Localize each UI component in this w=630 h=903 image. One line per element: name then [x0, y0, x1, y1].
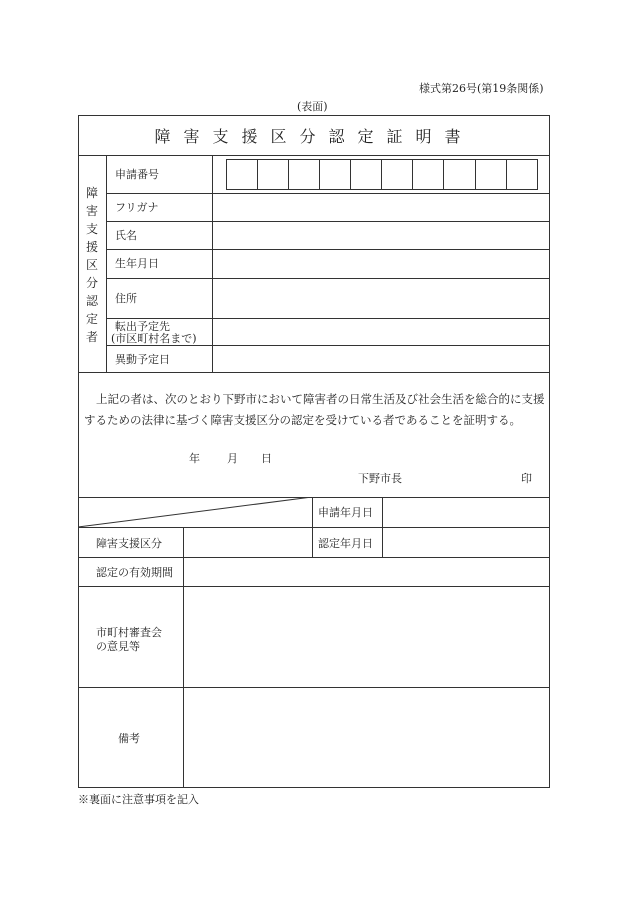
transfer-destination-note: (市区町村名まで) — [111, 332, 197, 345]
date-year: 年 — [189, 452, 200, 465]
footnote: ※裏面に注意事項を記入 — [78, 793, 199, 806]
review-opinion-label-line2: の意見等 — [96, 640, 140, 653]
validity-period-label: 認定の有効期間 — [96, 566, 173, 579]
support-category-label: 障害支援区分 — [96, 537, 162, 550]
review-opinion-label: 市町村審査会 — [96, 626, 162, 639]
seal-mark: 印 — [521, 472, 532, 485]
application-number-boxes — [226, 159, 538, 190]
blank-cell-diagonal — [78, 497, 312, 527]
side-label: (表面) — [297, 100, 328, 113]
document-title: 障害支援区分認定証明書 — [154, 127, 474, 146]
date-month: 月 — [227, 452, 238, 465]
mayor-label: 下野市長 — [358, 472, 402, 485]
transfer-destination-label: 転出予定先 — [115, 320, 170, 333]
application-number-label: 申請番号 — [115, 168, 159, 181]
date-day: 日 — [261, 452, 272, 465]
transfer-date-label: 異動予定日 — [115, 353, 170, 366]
application-date-label: 申請年月日 — [318, 506, 373, 519]
applicant-section-label: 障害支援区分認定者 — [85, 186, 98, 344]
name-label: 氏名 — [115, 229, 137, 242]
address-label: 住所 — [115, 292, 137, 305]
furigana-label: フリガナ — [115, 201, 159, 214]
remarks-label: 備考 — [118, 732, 140, 745]
birth-date-label: 生年月日 — [115, 257, 159, 270]
certification-statement: 上記の者は、次のとおり下野市において障害者の日常生活及び社会生活を総合的に支援するための法律に基づく障害支援区分の認定を受けている者であることを証明する。 — [84, 392, 545, 427]
form-number: 様式第26号(第19条関係) — [419, 82, 544, 95]
certification-date-label: 認定年月日 — [318, 537, 373, 550]
